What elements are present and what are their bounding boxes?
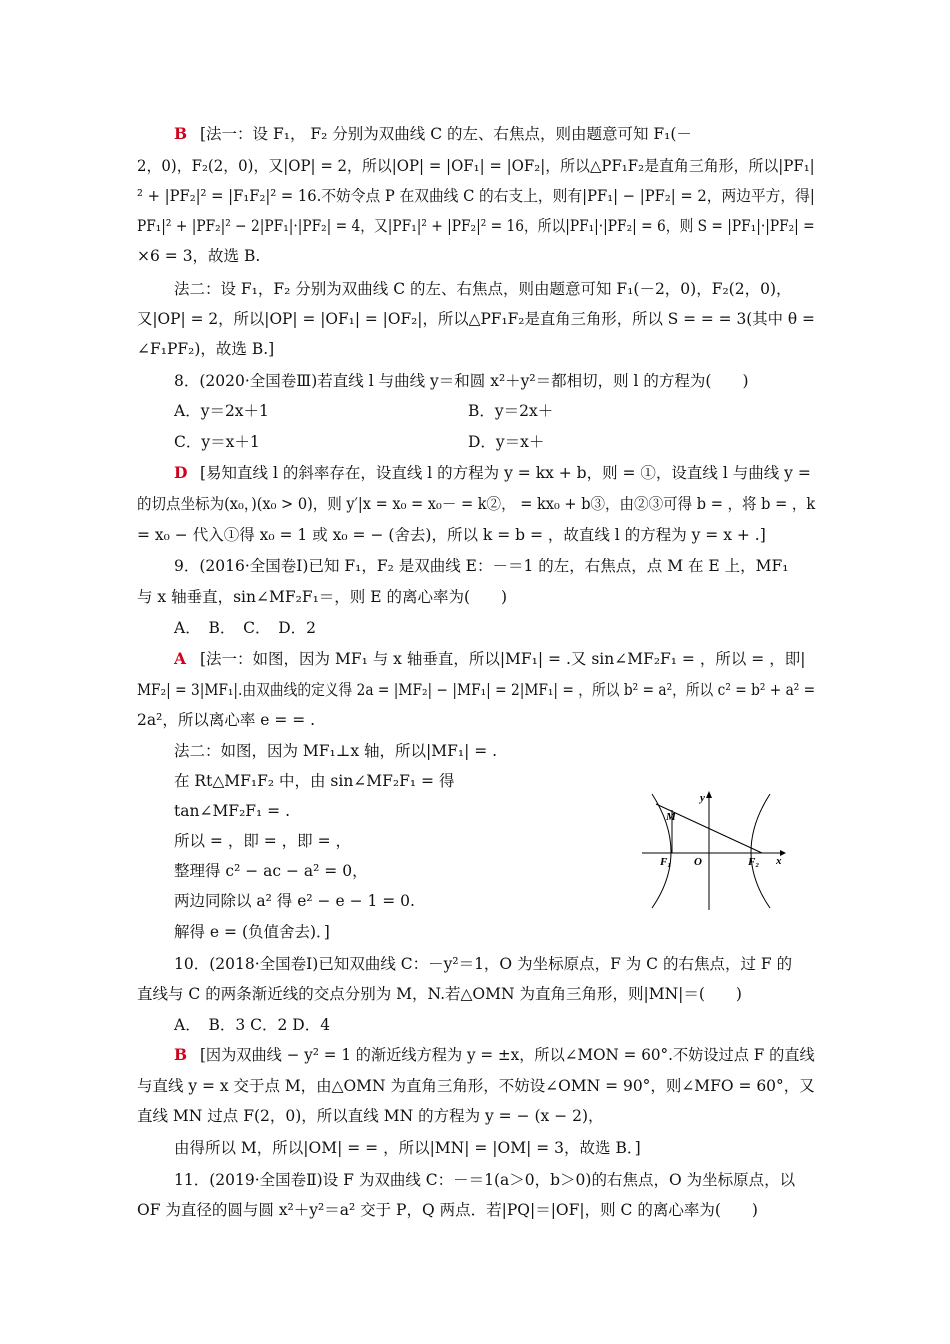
solution-text: 两边同除以 a² 得 e² − e − 1 = 0. xyxy=(174,892,415,910)
label-m: M xyxy=(666,811,676,823)
solution-text: 2，0)，F₂(2，0)，又|OP| = 2，所以|OP| = |OF₁| = |OF₂|，所以△PF₁F₂是直角三角形，所以|PF₁| xyxy=(137,157,815,175)
question-text: 与 x 轴垂直，sin∠MF₂F₁＝，则 E 的离心率为( ) xyxy=(137,588,508,606)
label-x: x xyxy=(776,855,782,867)
question-text: 9．(2016·全国卷Ⅰ)已知 F₁，F₂ 是双曲线 E：－＝1 的左，右焦点，点 M 在 E 上，MF₁ xyxy=(174,557,789,575)
solution-text: [易知直线 l 的斜率存在，设直线 l 的方程为 y = kx + b，则 = ①，设直线 l 与曲线 y = xyxy=(200,464,811,482)
solution-text: tan∠MF₂F₁ = . xyxy=(174,802,291,820)
option-b: B．y＝2x＋ xyxy=(468,402,554,420)
solution-text: ∠F₁PF₂)，故选 B.] xyxy=(137,340,275,358)
label-y: y xyxy=(700,792,705,804)
solution-text: 由得所以 M，所以|OM| = = ，所以|MN| = |OM| = 3，故选 B．] xyxy=(174,1139,641,1157)
solution-text: 2a²，所以离心率 e = = . xyxy=(137,711,316,729)
label-f1: F₁ xyxy=(660,856,672,868)
solution-text: ×6 = 3，故选 B. xyxy=(137,247,261,265)
question-text: 11．(2019·全国卷Ⅱ)设 F 为双曲线 C：－＝1(a＞0，b＞0)的右焦点，O 为坐标原点，以 xyxy=(174,1171,796,1189)
answer-letter: B xyxy=(174,1045,188,1064)
solution-text: PF₁|² + |PF₂|² − 2|PF₁|·|PF₂| = 4，又|PF₁|² + |PF₂|² = 16，所以|PF₁|·|PF₂| = 6，则 S = |PF₁|·|PF₂| = xyxy=(137,217,815,235)
solution-text: 与直线 y = x 交于点 M，由△OMN 为直角三角形，不妨设∠OMN = 90°，则∠MFO = 60°，又 xyxy=(137,1077,815,1095)
solution-text: 整理得 c² − ac − a² = 0， xyxy=(174,862,368,880)
solution-text: 在 Rt△MF₁F₂ 中，由 sin∠MF₂F₁ = 得 xyxy=(174,772,455,790)
solution-text: [法一：设 F₁， F₂ 分别为双曲线 C 的左、右焦点，则由题意可知 F₁(－ xyxy=(200,125,692,143)
label-o: O xyxy=(694,856,702,868)
solution-text: [因为双曲线 − y² = 1 的渐近线方程为 y = ±x，所以∠MON = 60°.不妨设过点 F 的直线 xyxy=(200,1046,815,1064)
solution-text: 解得 e = (负值舍去)．] xyxy=(174,923,330,941)
option-c: C．y＝x＋1 xyxy=(174,433,260,451)
question-text: 直线与 C 的两条渐近线的交点分别为 M，N.若△OMN 为直角三角形，则|MN|＝( ) xyxy=(137,985,742,1003)
solution-text: = x₀ − 代入①得 x₀ = 1 或 x₀ = − (舍去)，所以 k = b = ，故直线 l 的方程为 y = x + .] xyxy=(137,526,766,544)
solution-text: 的切点坐标为(x₀，)(x₀ > 0)，则 y′|x = x₀ = x₀－ = k②， = kx₀ + b③，由②③可得 b = ，将 b = ，k xyxy=(137,495,816,513)
solution-text: 所以 = ，即 = ，即 = ， xyxy=(174,832,352,850)
solution-text: 法二：如图，因为 MF₁⊥x 轴，所以|MF₁| = . xyxy=(174,742,498,760)
label-f2: F₂ xyxy=(748,856,760,868)
options-text: A． B． C． D．2 xyxy=(174,619,316,637)
answer-letter: B xyxy=(174,124,188,143)
solution-text: ² + |PF₂|² = |F₁F₂|² = 16.不妨令点 P 在双曲线 C 的右支上，则有|PF₁| − |PF₂| = 2，两边平方，得| xyxy=(137,187,815,205)
question-text: OF 为直径的圆与圆 x²＋y²＝a² 交于 P，Q 两点．若|PQ|＝|OF|，则 C 的离心率为( ) xyxy=(137,1201,758,1219)
option-a: A．y＝2x＋1 xyxy=(174,402,269,420)
y-axis-arrow-icon xyxy=(706,791,712,798)
solution-text: MF₂| = 3|MF₁|.由双曲线的定义得 2a = |MF₂| − |MF₁| = 2|MF₁| = ，所以 b² = a²，所以 c² = b² + a² = xyxy=(137,681,816,699)
question-text: 8．(2020·全国卷Ⅲ)若直线 l 与曲线 y＝和圆 x²＋y²＝都相切，则 l 的方程为( ) xyxy=(174,372,749,390)
solution-text: 直线 MN 过点 F(2，0)，所以直线 MN 的方程为 y = − (x − 2)， xyxy=(137,1107,604,1125)
solution-text: 法二：设 F₁，F₂ 分别为双曲线 C 的左、右焦点，则由题意可知 F₁(－2，0)，F₂(2，0)， xyxy=(174,280,792,298)
options-text: A． B．3 C．2 D．4 xyxy=(174,1016,331,1034)
hyperbola-right-branch xyxy=(751,794,770,908)
answer-letter: D xyxy=(174,463,188,482)
hyperbola-figure xyxy=(636,790,786,912)
question-text: 10．(2018·全国卷Ⅰ)已知双曲线 C：－y²＝1，O 为坐标原点，F 为 C 的右焦点，过 F 的 xyxy=(174,955,793,973)
answer-letter: A xyxy=(174,649,187,668)
option-d: D．y＝x＋ xyxy=(468,433,545,451)
solution-text: 又|OP| = 2，所以|OP| = |OF₁| = |OF₂|，所以△PF₁F₂是直角三角形，所以 S = = = 3(其中 θ = xyxy=(137,310,815,328)
solution-text: [法一：如图，因为 MF₁ 与 x 轴垂直，所以|MF₁| = .又 sin∠MF₂F₁ = ，所以 = ，即| xyxy=(200,650,806,668)
